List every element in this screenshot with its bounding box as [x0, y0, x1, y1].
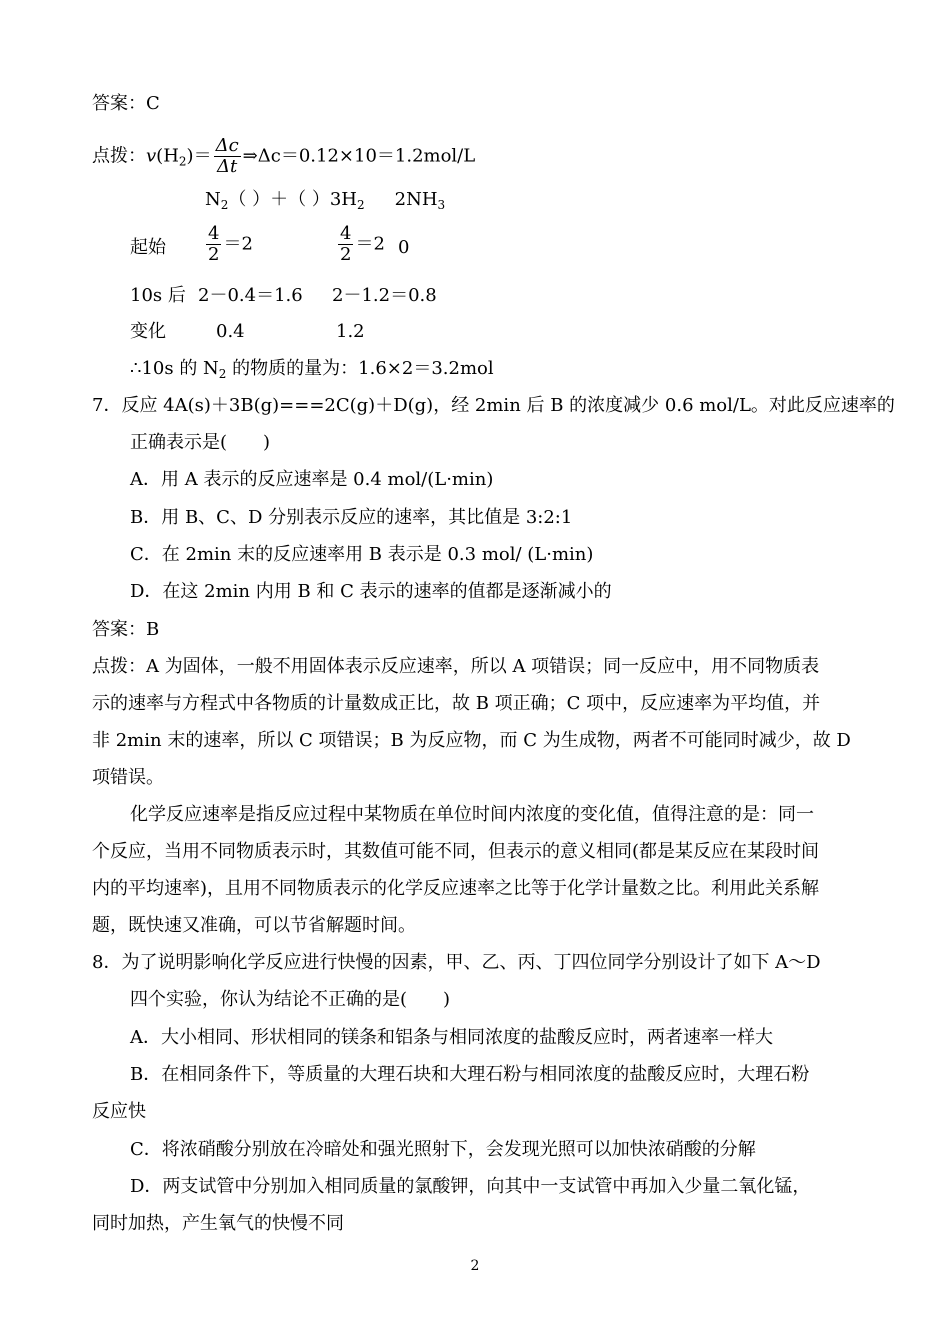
frac-numerator: Δc [215, 135, 239, 156]
change-h2: 1.2 [336, 321, 365, 342]
note-line: 个反应，当用不同物质表示时，其数值可能不同，但表示的意义相同(都是某反应在某段时间 [92, 841, 820, 862]
v-symbol: v [146, 145, 157, 167]
nh3-sub: 3 [437, 198, 446, 212]
conclusion-post: 的物质的量为：1.6×2＝3.2mol [226, 358, 494, 379]
question-8-line2: 四个实验，你认为结论不正确的是( ) [130, 989, 451, 1010]
start-nh3: 0 [398, 237, 410, 258]
frac-num: 4 [340, 223, 352, 244]
frac-den: 2 [208, 244, 220, 265]
frac-den: 2 [340, 244, 352, 265]
after-row [130, 284, 450, 308]
nh3-symbol: 2NH [394, 189, 438, 210]
hint-result: ⇒Δc＝0.12×10＝1.2mol/L [242, 145, 476, 167]
hint-prefix: 点拨： [92, 145, 146, 167]
note-line: 题，既快速又准确，可以节省解题时间。 [92, 915, 416, 936]
start-label: 起始 [130, 237, 166, 258]
start-h2 [336, 224, 385, 265]
question-7-line1: 7．反应 4A(s)＋3B(g)===2C(g)＋D(g)，经 2min 后 B 的浓度减少 0.6 mol/L。对此反应速率的 [92, 395, 895, 416]
n2-sub: 2 [220, 198, 229, 212]
question-8-line1: 8．为了说明影响化学反应进行快慢的因素，甲、乙、丙、丁四位同学分别设计了如下 A～D [92, 952, 821, 973]
hint-7-line: 示的速率与方程式中各物质的计量数成正比，故 B 项正确；C 项中，反应速率为平均值，并 [92, 693, 821, 714]
frac-num: 4 [208, 223, 220, 244]
h2-sub: 2 [356, 198, 365, 212]
question-8-option-b-line2: 反应快 [92, 1101, 146, 1122]
frac-denominator: Δt [217, 156, 238, 177]
start-n2-value: ＝2 [223, 233, 253, 255]
note-line: 内的平均速率)，且用不同物质表示的化学反应速率之比等于化学计量数之比。利用此关系解 [92, 878, 820, 899]
reaction-mid: （ ）＋（ ）3H [228, 189, 357, 210]
question-8-option-c: C．将浓硝酸分别放在冷暗处和强光照射下，会发现光照可以加快浓硝酸的分解 [130, 1139, 756, 1160]
conclusion-pre: ∴10s 的 N [130, 358, 219, 379]
start-h2-value: ＝2 [355, 233, 385, 255]
start-n2 [204, 224, 253, 265]
h2-open: (H [156, 145, 179, 167]
question-7-option-a: A．用 A 表示的反应速率是 0.4 mol/(L·min) [130, 469, 494, 490]
question-7-option-d: D．在这 2min 内用 B 和 C 表示的速率的值都是逐渐减小的 [130, 581, 612, 602]
question-8-option-b-line1: B．在相同条件下，等质量的大理石块和大理石粉与相同浓度的盐酸反应时，大理石粉 [130, 1064, 810, 1085]
conclusion [130, 357, 494, 381]
answer-6: 答案：C [92, 93, 160, 114]
reaction-equation [205, 188, 445, 212]
hint-6 [92, 136, 475, 177]
question-8-option-a: A．大小相同、形状相同的镁条和铝条与相同浓度的盐酸反应时，两者速率一样大 [130, 1027, 773, 1048]
question-7-line2: 正确表示是( ) [130, 432, 271, 453]
change-label: 变化 [130, 321, 166, 342]
conclusion-sub: 2 [218, 367, 227, 381]
question-8-option-d-line2: 同时加热，产生氧气的快慢不同 [92, 1213, 344, 1234]
n2-symbol: N [205, 189, 221, 210]
answer-7: 答案：B [92, 619, 160, 640]
note-line: 化学反应速率是指反应过程中某物质在单位时间内浓度的变化值，值得注意的是：同一 [130, 804, 814, 825]
change-n2: 0.4 [216, 321, 245, 342]
after-n2: 2－0.4＝1.6 [198, 285, 303, 306]
after-label: 10s 后 [130, 285, 186, 306]
delta-c-over-delta-t [214, 136, 241, 177]
after-h2: 2－1.2＝0.8 [332, 285, 437, 306]
question-7-option-b: B．用 B、C、D 分别表示反应的速率，其比值是 3:2:1 [130, 507, 573, 528]
h2-close: )＝ [186, 145, 212, 167]
change-row [130, 320, 450, 344]
h2-subscript: 2 [178, 154, 187, 169]
hint-7-line: 点拨：A 为固体，一般不用固体表示反应速率，所以 A 项错误；同一反应中，用不同物质表 [92, 656, 820, 677]
question-7-option-c: C．在 2min 末的反应速率用 B 表示是 0.3 mol/ (L·min) [130, 544, 594, 565]
hint-7-line: 非 2min 末的速率，所以 C 项错误；B 为反应物，而 C 为生成物，两者不可能同时减少，故 D [92, 730, 851, 751]
page-number: 2 [470, 1258, 480, 1274]
question-8-option-d-line1: D．两支试管中分别加入相同质量的氯酸钾，向其中一支试管中再加入少量二氧化锰， [130, 1176, 811, 1197]
hint-7-line: 项错误。 [92, 767, 164, 788]
